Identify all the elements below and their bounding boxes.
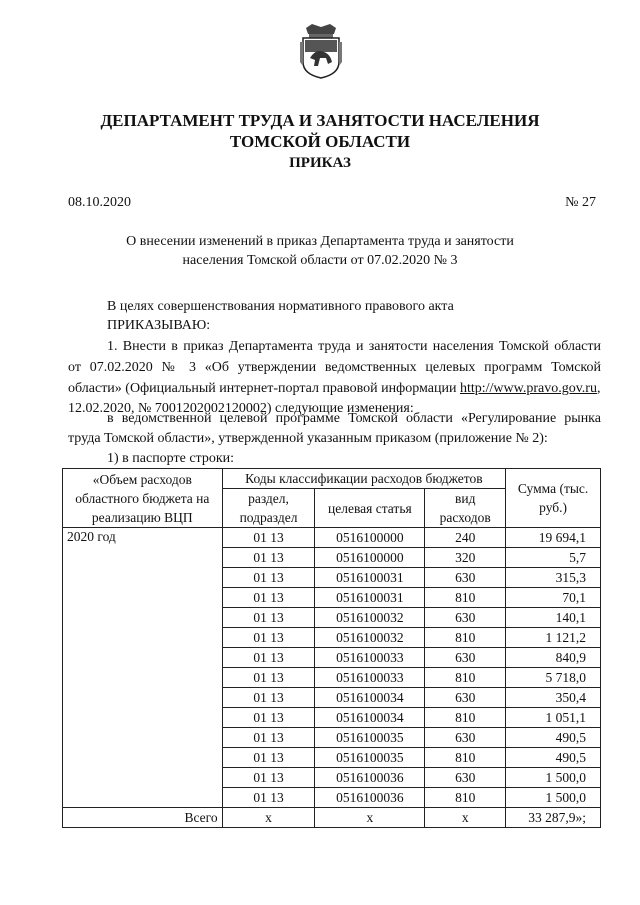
subject-line2: населения Томской области от 07.02.2020 № 3 bbox=[182, 253, 458, 268]
type-cell: 810 bbox=[425, 788, 506, 808]
department-title-line2: ТОМСКОЙ ОБЛАСТИ bbox=[229, 132, 411, 151]
sum-cell: 490,5 bbox=[506, 748, 601, 768]
type-cell: 240 bbox=[425, 528, 506, 548]
article-cell: 0516100032 bbox=[315, 628, 425, 648]
article-cell: 0516100033 bbox=[315, 648, 425, 668]
article-cell: 0516100000 bbox=[315, 548, 425, 568]
total-section: х bbox=[222, 808, 315, 828]
total-article: х bbox=[315, 808, 425, 828]
sum-cell: 5,7 bbox=[506, 548, 601, 568]
sum-cell: 1 051,1 bbox=[506, 708, 601, 728]
year-cell: 2020 год bbox=[63, 528, 223, 808]
article-cell: 0516100034 bbox=[315, 688, 425, 708]
sum-cell: 350,4 bbox=[506, 688, 601, 708]
command-word: ПРИКАЗЫВАЮ: bbox=[107, 318, 211, 333]
budget-table bbox=[62, 468, 601, 828]
section-cell: 01 13 bbox=[222, 708, 315, 728]
type-cell: 810 bbox=[425, 588, 506, 608]
type-cell: 810 bbox=[425, 748, 506, 768]
section-cell: 01 13 bbox=[222, 548, 315, 568]
section-cell: 01 13 bbox=[222, 768, 315, 788]
type-cell: 630 bbox=[425, 568, 506, 588]
column-header-section: раздел, подраздел bbox=[222, 489, 315, 528]
type-cell: 630 bbox=[425, 768, 506, 788]
column-header-codes: Коды классификации расходов бюджетов bbox=[222, 469, 506, 489]
table-row bbox=[63, 528, 601, 548]
coat-of-arms-emblem bbox=[300, 22, 342, 80]
article-cell: 0516100036 bbox=[315, 768, 425, 788]
article-cell: 0516100035 bbox=[315, 728, 425, 748]
type-cell: 630 bbox=[425, 648, 506, 668]
sum-cell: 140,1 bbox=[506, 608, 601, 628]
total-sum: 33 287,9»; bbox=[506, 808, 601, 828]
section-cell: 01 13 bbox=[222, 668, 315, 688]
section-cell: 01 13 bbox=[222, 748, 315, 768]
sum-cell: 5 718,0 bbox=[506, 668, 601, 688]
pravo-link[interactable]: http://www.pravo.gov.ru bbox=[459, 381, 597, 396]
total-row bbox=[63, 808, 601, 828]
column-header-sum: Сумма (тыс. руб.) bbox=[506, 469, 601, 528]
sum-cell: 1 121,2 bbox=[506, 628, 601, 648]
article-cell: 0516100035 bbox=[315, 748, 425, 768]
section-cell: 01 13 bbox=[222, 628, 315, 648]
body-paragraph: от 07.02.2020 № 3 «Об утверждении ведомственных целевых программ Томской bbox=[68, 360, 601, 375]
body-paragraph: 12.02.2020, № 7001202002120002) следующие изменения: bbox=[68, 401, 414, 416]
sum-cell: 1 500,0 bbox=[506, 768, 601, 788]
article-cell: 0516100000 bbox=[315, 528, 425, 548]
sum-cell: 70,1 bbox=[506, 588, 601, 608]
type-cell: 630 bbox=[425, 688, 506, 708]
type-cell: 810 bbox=[425, 668, 506, 688]
section-cell: 01 13 bbox=[222, 648, 315, 668]
sum-cell: 315,3 bbox=[506, 568, 601, 588]
total-label: Всего bbox=[63, 808, 223, 828]
body-paragraph: области» (Официальный интернет-портал правовой информации http://www.pravo.gov.ru, bbox=[68, 381, 601, 396]
section-cell: 01 13 bbox=[222, 788, 315, 808]
sum-cell: 840,9 bbox=[506, 648, 601, 668]
section-cell: 01 13 bbox=[222, 688, 315, 708]
subject-line1: О внесении изменений в приказ Департамента труда и занятости bbox=[126, 234, 514, 249]
sum-cell: 19 694,1 bbox=[506, 528, 601, 548]
column-header-type: вид расходов bbox=[425, 489, 506, 528]
article-cell: 0516100036 bbox=[315, 788, 425, 808]
order-date: 08.10.2020 bbox=[68, 195, 131, 210]
article-cell: 0516100034 bbox=[315, 708, 425, 728]
department-title-line1: ДЕПАРТАМЕНТ ТРУДА И ЗАНЯТОСТИ НАСЕЛЕНИЯ bbox=[100, 111, 540, 130]
sum-cell: 1 500,0 bbox=[506, 788, 601, 808]
article-cell: 0516100032 bbox=[315, 608, 425, 628]
type-cell: 630 bbox=[425, 728, 506, 748]
column-header-article: целевая статья bbox=[315, 489, 425, 528]
order-number: № 27 bbox=[565, 195, 596, 210]
sum-cell: 490,5 bbox=[506, 728, 601, 748]
section-cell: 01 13 bbox=[222, 608, 315, 628]
order-title: ПРИКАЗ bbox=[289, 155, 351, 171]
column-header-expenses: «Объем расходов областного бюджета на реализацию ВЦП bbox=[63, 469, 223, 528]
body-paragraph: 1) в паспорте строки: bbox=[107, 451, 235, 466]
section-cell: 01 13 bbox=[222, 728, 315, 748]
section-cell: 01 13 bbox=[222, 588, 315, 608]
type-cell: 320 bbox=[425, 548, 506, 568]
type-cell: 810 bbox=[425, 708, 506, 728]
type-cell: 810 bbox=[425, 628, 506, 648]
total-type: х bbox=[425, 808, 506, 828]
type-cell: 630 bbox=[425, 608, 506, 628]
section-cell: 01 13 bbox=[222, 528, 315, 548]
article-cell: 0516100031 bbox=[315, 568, 425, 588]
article-cell: 0516100031 bbox=[315, 588, 425, 608]
section-cell: 01 13 bbox=[222, 568, 315, 588]
body-paragraph: В целях совершенствования нормативного правового акта bbox=[107, 299, 454, 314]
body-paragraph: труда Томской области», утвержденной указанным приказом (приложение № 2): bbox=[68, 431, 548, 446]
body-paragraph: 1. Внести в приказ Департамента труда и занятости населения Томской области bbox=[107, 339, 601, 354]
body-paragraph: в ведомственной целевой программе Томской области «Регулирование рынка bbox=[107, 411, 601, 426]
article-cell: 0516100033 bbox=[315, 668, 425, 688]
